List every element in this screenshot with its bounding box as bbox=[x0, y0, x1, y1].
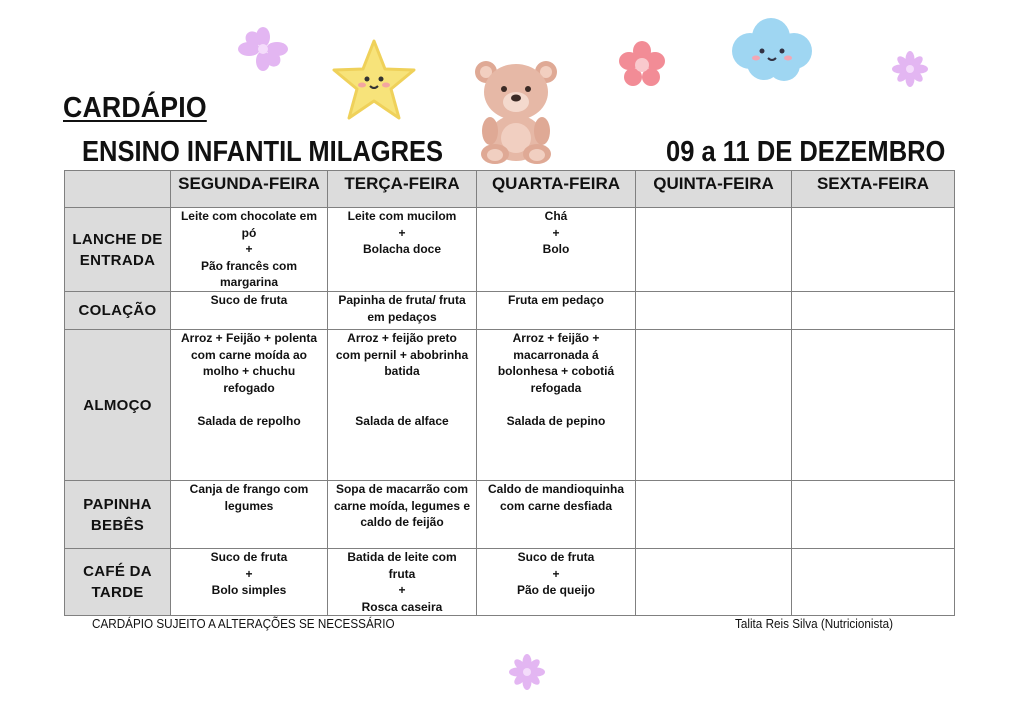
menu-item-line: Arroz + feijão preto bbox=[347, 331, 457, 345]
day-header: TERÇA-FEIRA bbox=[328, 171, 477, 208]
school-name: ENSINO INFANTIL MILAGRES bbox=[82, 136, 444, 168]
menu-cell bbox=[477, 292, 636, 330]
menu-item-line: Leite com mucilom bbox=[347, 209, 457, 223]
meal-name bbox=[65, 481, 171, 549]
menu-cell bbox=[477, 481, 636, 549]
menu-item-line: refogada bbox=[530, 380, 582, 395]
table-row bbox=[65, 292, 955, 330]
meal-name-line: TARDE bbox=[91, 584, 144, 601]
menu-item-line: + bbox=[552, 225, 560, 240]
disclaimer-note: CARDÁPIO SUJEITO A ALTERAÇÕES SE NECESSÁRIO bbox=[92, 616, 395, 631]
menu-cell bbox=[636, 481, 792, 549]
meal-name-line: ENTRADA bbox=[79, 251, 156, 269]
menu-item-line: Arroz + feijão + bbox=[512, 331, 600, 345]
menu-item-line: Bolo bbox=[542, 242, 570, 256]
menu-item-line: Suco de fruta bbox=[517, 550, 595, 564]
line-gap bbox=[331, 396, 473, 413]
menu-item-line: em pedaços bbox=[367, 309, 437, 324]
menu-cell bbox=[328, 292, 477, 330]
menu-item-line: legumes bbox=[224, 498, 274, 513]
menu-item-line: Pão de queijo bbox=[516, 583, 595, 597]
menu-item-line: macarronada á bbox=[513, 347, 599, 362]
menu-cell bbox=[477, 208, 636, 292]
meal-name-line: ALMOÇO bbox=[83, 396, 152, 414]
meal-name-line: BEBÊS bbox=[90, 516, 145, 534]
menu-item-line: pó bbox=[241, 225, 257, 240]
meal-name bbox=[65, 549, 171, 616]
menu-item-line: Caldo de mandioquinha bbox=[487, 482, 624, 496]
menu-item-line: + bbox=[552, 566, 560, 581]
menu-item-line: bolonhesa + cobotiá bbox=[497, 364, 615, 378]
table-header-row bbox=[65, 171, 955, 208]
meal-name bbox=[65, 208, 171, 292]
menu-item-line: + bbox=[398, 583, 406, 597]
flower-icon bbox=[612, 40, 672, 88]
menu-cell bbox=[636, 549, 792, 616]
teddy-bear-icon bbox=[468, 58, 564, 166]
menu-item-line: Canja de frango com bbox=[189, 482, 309, 496]
day-header: QUINTA-FEIRA bbox=[636, 171, 792, 208]
menu-item-line: Salada de repolho bbox=[197, 413, 301, 428]
menu-item-line: Suco de fruta bbox=[210, 293, 288, 307]
meal-name-line: COLAÇÃO bbox=[78, 302, 157, 319]
page-title: CARDÁPIO bbox=[63, 92, 207, 124]
menu-cell bbox=[171, 330, 328, 481]
menu-item-line: Batida de leite com bbox=[347, 550, 457, 564]
menu-item-line: Sopa de macarrão com bbox=[335, 482, 469, 496]
menu-cell bbox=[328, 481, 477, 549]
week-dates: 09 a 11 DE DEZEMBRO bbox=[666, 136, 946, 168]
menu-cell bbox=[171, 481, 328, 549]
menu-cell bbox=[636, 330, 792, 481]
menu-item-line: molho + chuchu bbox=[202, 364, 296, 378]
menu-item-line: batida bbox=[384, 364, 420, 378]
menu-item-line: fruta bbox=[388, 566, 416, 581]
menu-item-line: caldo de feijão bbox=[360, 515, 444, 529]
menu-item-line: refogado bbox=[223, 380, 275, 395]
menu-cell bbox=[792, 292, 955, 330]
day-header: QUARTA-FEIRA bbox=[477, 171, 636, 208]
menu-item-line: Rosca caseira bbox=[361, 599, 443, 614]
day-header: SEXTA-FEIRA bbox=[792, 171, 955, 208]
menu-item-line: com carne moída ao bbox=[190, 347, 308, 362]
menu-item-line: margarina bbox=[219, 275, 279, 289]
menu-cell bbox=[328, 208, 477, 292]
menu-item-line: Chá bbox=[544, 209, 568, 223]
menu-cell bbox=[477, 330, 636, 481]
cloud-icon bbox=[726, 13, 820, 85]
menu-cell bbox=[792, 549, 955, 616]
table-row bbox=[65, 330, 955, 481]
line-gap bbox=[480, 396, 632, 413]
meal-name bbox=[65, 292, 171, 330]
menu-item-line: + bbox=[245, 566, 253, 581]
star-icon bbox=[330, 37, 418, 123]
menu-table bbox=[64, 170, 955, 616]
menu-item-line: Arroz + Feijão + polenta bbox=[180, 331, 318, 345]
meal-name bbox=[65, 330, 171, 481]
menu-cell bbox=[636, 208, 792, 292]
meal-name-line: CAFÉ DA bbox=[83, 563, 152, 580]
day-header: SEGUNDA-FEIRA bbox=[171, 171, 328, 208]
menu-item-line: Salada de pepino bbox=[506, 413, 606, 428]
menu-item-line: carne moída, legumes e bbox=[333, 498, 471, 513]
menu-item-line: + bbox=[245, 242, 253, 256]
line-gap bbox=[331, 380, 473, 397]
menu-item-line: + bbox=[398, 225, 406, 240]
menu-item-line: Suco de fruta bbox=[210, 550, 288, 564]
corner-cell bbox=[65, 171, 171, 208]
menu-cell bbox=[636, 292, 792, 330]
menu-cell bbox=[792, 330, 955, 481]
line-gap bbox=[174, 396, 324, 413]
table-row bbox=[65, 549, 955, 616]
menu-item-line: Bolacha doce bbox=[362, 242, 442, 256]
flower-icon bbox=[509, 654, 545, 690]
meal-name-line: PAPINHA bbox=[83, 495, 152, 513]
menu-cell bbox=[477, 549, 636, 616]
menu-item-line: Bolo simples bbox=[211, 583, 287, 597]
table-row bbox=[65, 481, 955, 549]
menu-item-line: com pernil + abobrinha bbox=[335, 347, 469, 362]
menu-item-line: Leite com chocolate em bbox=[180, 209, 318, 223]
nutritionist-signature: Talita Reis Silva (Nutricionista) bbox=[735, 616, 894, 631]
menu-cell bbox=[171, 208, 328, 292]
menu-cell bbox=[792, 208, 955, 292]
meal-name-line: LANCHE DE bbox=[72, 230, 163, 248]
flower-icon bbox=[232, 26, 294, 72]
menu-item-line: Pão francês com bbox=[200, 258, 298, 273]
menu-cell bbox=[171, 549, 328, 616]
menu-cell bbox=[328, 330, 477, 481]
menu-item-line: Salada de alface bbox=[355, 413, 449, 428]
menu-cell bbox=[328, 549, 477, 616]
table-row bbox=[65, 208, 955, 292]
menu-cell bbox=[171, 292, 328, 330]
flower-icon bbox=[892, 51, 928, 87]
menu-item-line: Fruta em pedaço bbox=[507, 293, 605, 307]
menu-item-line: Papinha de fruta/ fruta bbox=[338, 293, 466, 307]
menu-item-line: com carne desfiada bbox=[499, 498, 613, 513]
menu-cell bbox=[792, 481, 955, 549]
